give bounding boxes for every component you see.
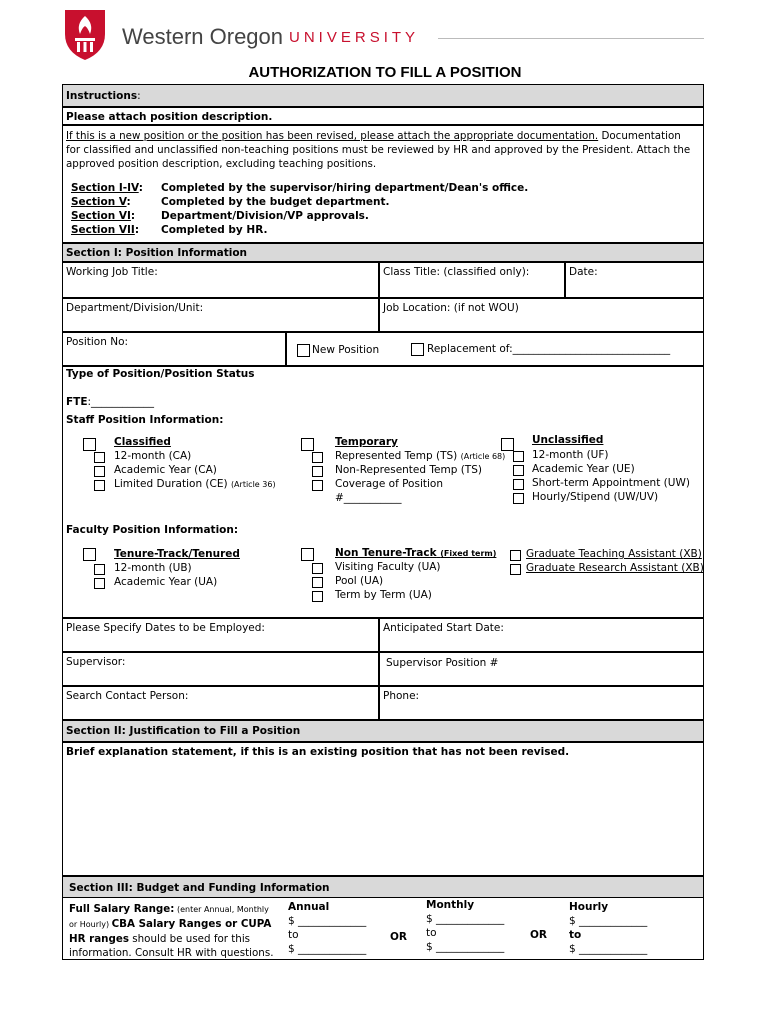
date-field[interactable]: Date: xyxy=(565,262,704,298)
unclass-academic-checkbox[interactable] xyxy=(513,465,524,476)
non-tenure-checkbox[interactable] xyxy=(301,548,314,561)
section3-header: Section III: Budget and Funding Information xyxy=(62,876,704,898)
position-no-field[interactable]: Position No: xyxy=(62,332,286,366)
new-position-checkbox[interactable] xyxy=(297,344,310,357)
unclass-hourly-checkbox[interactable] xyxy=(513,493,524,504)
tenure-academic-checkbox[interactable] xyxy=(94,578,105,589)
header-rule xyxy=(438,38,704,39)
replacement-checkbox[interactable] xyxy=(411,343,424,356)
position-kind-row xyxy=(286,332,704,366)
unclass-12month-checkbox[interactable] xyxy=(513,451,524,462)
gra-checkbox[interactable] xyxy=(510,564,521,575)
anticipated-start-field[interactable]: Anticipated Start Date: xyxy=(379,618,704,652)
temp-nonrepresented-checkbox[interactable] xyxy=(312,466,323,477)
supervisor-position-field[interactable]: Supervisor Position # xyxy=(379,652,704,686)
supervisor-field[interactable]: Supervisor: xyxy=(62,652,379,686)
class-title-field[interactable]: Class Title: (classified only): xyxy=(379,262,565,298)
position-type-block: Type of Position/Position Status FTE:____________ Staff Position Information: Classified 12-month (CA) Academic Year (CA) Limited Duration (CE) (Article 36) Temporary Represented Temp (TS) (Article 68) Non-Represented Temp (TS) Coverage of Position #___________ Unclassified 12-month (UF) Academic Year (UE) Short-term Appointment (UW) Hourly/Stipend (UW/UV) Faculty Position Information: Tenure-Track/Tenured 12-month (UB) Academic Year (UA) Non Tenure-Track (Fixed term) Visiting Faculty (UA) Pool (UA) Term by Term (UA) Graduate Teaching Assistant (XB) Graduate Research Assistant (XB) xyxy=(62,366,704,618)
temp-coverage-checkbox[interactable] xyxy=(312,480,323,491)
annual-min-input[interactable]: $ _____________ xyxy=(288,915,367,927)
hourly-min-input[interactable]: $ _____________ xyxy=(569,915,648,927)
classified-12month-checkbox[interactable] xyxy=(94,452,105,463)
instructions-attach-row: Please attach position description. xyxy=(62,107,704,125)
university-logo xyxy=(62,4,108,62)
term-by-term-checkbox[interactable] xyxy=(312,591,323,602)
annual-max-input[interactable]: $ _____________ xyxy=(288,943,367,955)
monthly-max-input[interactable]: $ _____________ xyxy=(426,941,505,953)
unclassified-checkbox[interactable] xyxy=(501,438,514,451)
phone-field[interactable]: Phone: xyxy=(379,686,704,720)
section2-header: Section II: Justification to Fill a Position xyxy=(62,720,704,742)
salary-instructions: Full Salary Range: (enter Annual, Monthly or Hourly) CBA Salary Ranges or CUPA HR ranges should be used for this information. Consult HR with questions. xyxy=(69,903,274,959)
gta-checkbox[interactable] xyxy=(510,550,521,561)
pool-checkbox[interactable] xyxy=(312,577,323,588)
working-job-title-field[interactable]: Working Job Title: xyxy=(62,262,379,298)
temp-represented-checkbox[interactable] xyxy=(312,452,323,463)
tenure-12month-checkbox[interactable] xyxy=(94,564,105,575)
monthly-min-input[interactable]: $ _____________ xyxy=(426,913,505,925)
instructions-body: If this is a new position or the position has been revised, please attach the appropriate documentation. Documentation for classified and unclassified non-teaching positions must be reviewed by HR and approved by the President. Attach the approved position description, excluding teaching positions. Section I-IV: Section V: Section VI: Section VII: Completed by the supervisor/hiring department/Dean's office. Completed by the budget department. Department/Division/VP approvals. Completed by HR. xyxy=(62,125,704,243)
form-title: AUTHORIZATION TO FILL A POSITION xyxy=(248,64,522,81)
replacement-label: Replacement of:______________________________ xyxy=(427,343,671,355)
unclass-shortterm-checkbox[interactable] xyxy=(513,479,524,490)
justification-textarea[interactable]: Brief explanation statement, if this is an existing position that has not been revised. xyxy=(62,742,704,876)
salary-range-block: Full Salary Range: (enter Annual, Monthly or Hourly) CBA Salary Ranges or CUPA HR ranges should be used for this information. Consult HR with questions. Annual $ _____________ to $ _____________ OR Monthly $ _____________ to $ _____________ OR Hourly $ _____________ to $ _____________ xyxy=(62,898,704,960)
temporary-checkbox[interactable] xyxy=(301,438,314,451)
classified-limited-checkbox[interactable] xyxy=(94,480,105,491)
search-contact-field[interactable]: Search Contact Person: xyxy=(62,686,379,720)
hourly-max-input[interactable]: $ _____________ xyxy=(569,943,648,955)
tenure-checkbox[interactable] xyxy=(83,548,96,561)
visiting-faculty-checkbox[interactable] xyxy=(312,563,323,574)
classified-checkbox[interactable] xyxy=(83,438,96,451)
department-field[interactable]: Department/Division/Unit: xyxy=(62,298,379,332)
job-location-field[interactable]: Job Location: (if not WOU) xyxy=(379,298,704,332)
section1-header: Section I: Position Information xyxy=(62,243,704,262)
brand-wordmark: Western Oregon UNIVERSITY xyxy=(122,24,420,49)
dates-employed-field[interactable]: Please Specify Dates to be Employed: xyxy=(62,618,379,652)
instructions-header: Instructions: xyxy=(62,84,704,107)
new-position-label: New Position xyxy=(312,344,380,356)
classified-academic-checkbox[interactable] xyxy=(94,466,105,477)
